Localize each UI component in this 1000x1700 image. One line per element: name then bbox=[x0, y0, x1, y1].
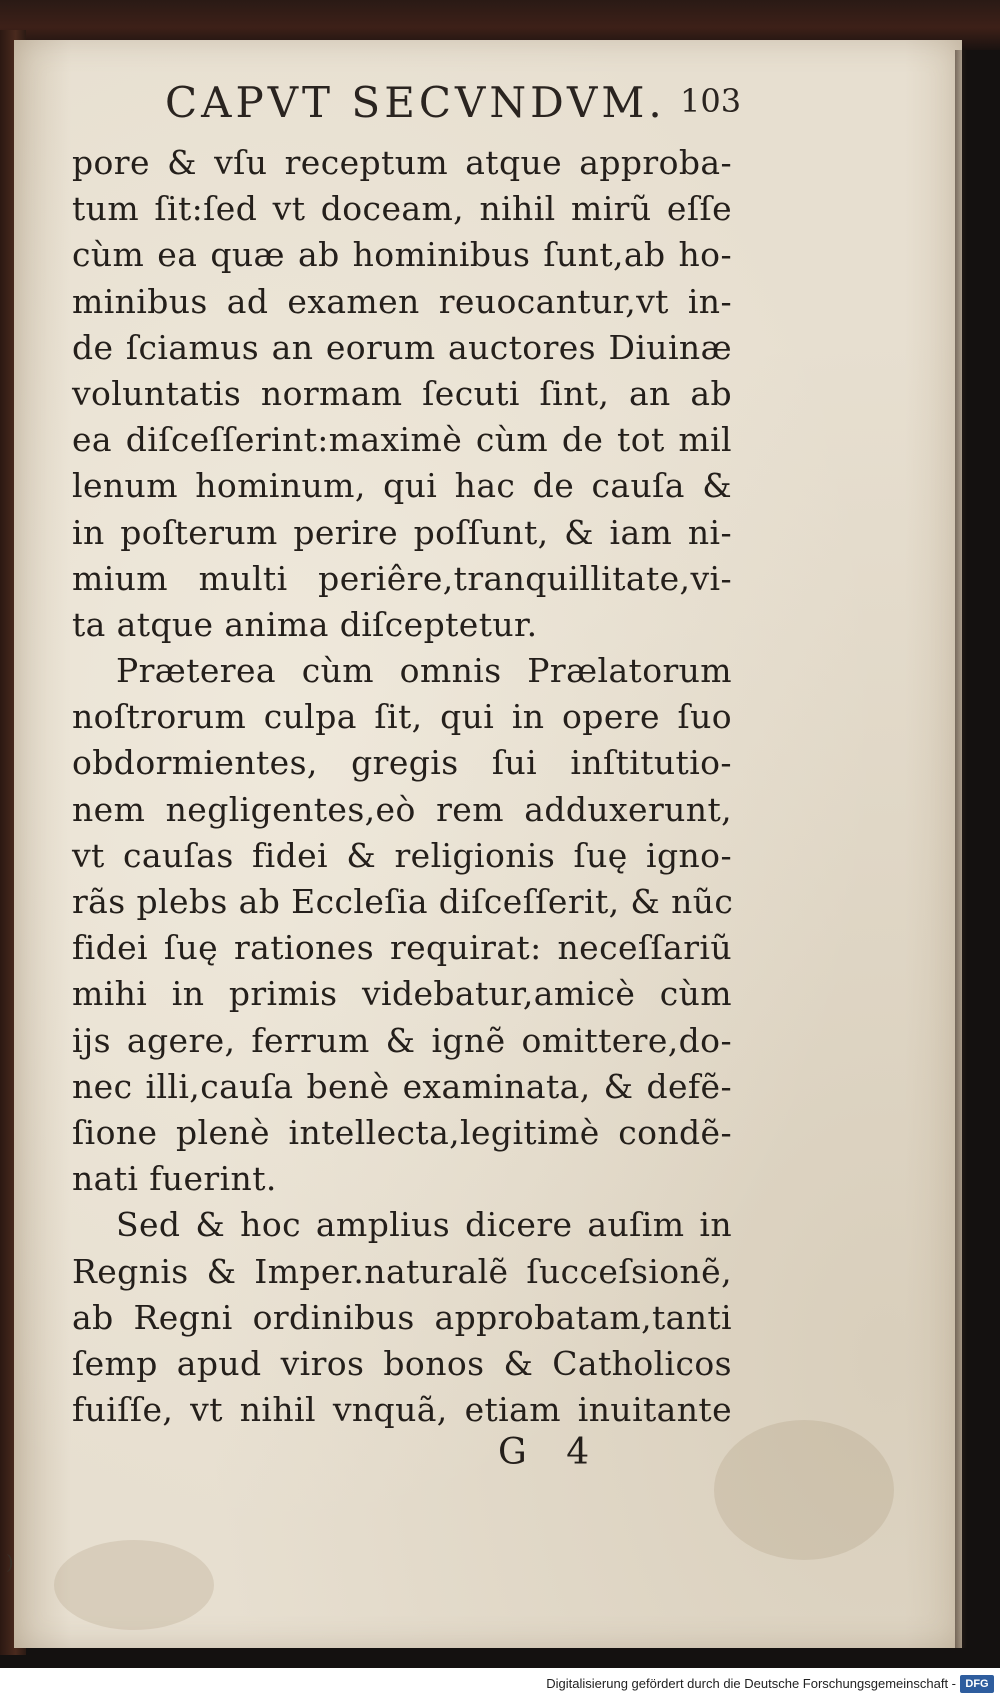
text-line: ijs agere, ferrum & ignẽ omittere,do- bbox=[72, 1020, 732, 1060]
text-line: fidei ſuę rationes requirat: neceſſariũ bbox=[72, 928, 732, 968]
page-number: 103 bbox=[680, 82, 742, 120]
text-line: ſemp apud viros bonos & Catholicos bbox=[72, 1343, 732, 1383]
text-line: noſtrorum culpa ſit, qui in opere ſuo bbox=[72, 697, 732, 737]
text-line: vt cauſas fidei & religionis ſuę igno- bbox=[72, 835, 732, 875]
paper-stain bbox=[54, 1540, 214, 1630]
text-line: mium multi periêre,tranquillitate,vi- bbox=[72, 558, 732, 598]
text-line: ea diſceſſerint:maximè cùm de tot mil bbox=[72, 420, 732, 460]
text-line: obdormientes, gregis ſui inſtitutio- bbox=[72, 743, 732, 783]
signature-mark: G 4 bbox=[498, 1432, 604, 1473]
text-line: cùm ea quæ ab hominibus ſunt,ab ho- bbox=[72, 235, 732, 275]
main-text bbox=[72, 140, 732, 1430]
margin-mark: ) bbox=[6, 1550, 14, 1574]
text-line: tum ſit:ſed vt doceam, nihil mirũ eſſe bbox=[72, 189, 732, 229]
running-head: CAPVT SECVNDVM. bbox=[165, 78, 666, 127]
text-line: nec illi,cauſa benè examinata, & defẽ- bbox=[72, 1066, 732, 1106]
text-line: lenum hominum, qui hac de cauſa & bbox=[72, 466, 732, 506]
text-line: nem negligentes,eò rem adduxerunt, bbox=[72, 789, 732, 829]
text-line: fuiſſe, vt nihil vnquã, etiam inuitante bbox=[72, 1390, 732, 1430]
text-line: ſione plenè intellecta,legitimè condẽ- bbox=[72, 1112, 732, 1152]
text-line: de ſciamus an eorum auctores Diuinæ bbox=[72, 327, 732, 367]
text-line: Præterea cùm omnis Prælatorum bbox=[116, 651, 732, 691]
text-line: Regnis & Imper.naturalẽ ſucceſsionẽ, bbox=[72, 1251, 732, 1291]
text-line: Sed & hoc amplius dicere auſim in bbox=[116, 1205, 732, 1245]
text-line: rãs plebs ab Eccleſia diſceſſerit, & nũc bbox=[72, 882, 734, 921]
text-line: ta atque anima diſceptetur. bbox=[72, 604, 538, 644]
paper-stain bbox=[714, 1420, 894, 1560]
digitization-credit: Digitalisierung gefördert durch die Deutsche Forschungsgemeinschaft - bbox=[546, 1676, 956, 1691]
text-line: ab Regni ordinibus approbatam,tanti bbox=[72, 1297, 732, 1337]
page-edge-shadow bbox=[955, 50, 967, 1648]
text-line: in poſterum perire poſſunt, & iam ni- bbox=[72, 512, 732, 552]
dfg-logo: DFG bbox=[960, 1675, 994, 1693]
text-line: nati fuerint. bbox=[72, 1159, 277, 1199]
text-line: voluntatis normam ſecuti ſint, an ab bbox=[72, 373, 732, 413]
text-line: pore & vſu receptum atque approba- bbox=[72, 143, 732, 182]
text-line: mihi in primis videbatur,amicè cùm bbox=[72, 974, 732, 1014]
text-line: minibus ad examen reuocantur,vt in- bbox=[72, 281, 732, 321]
